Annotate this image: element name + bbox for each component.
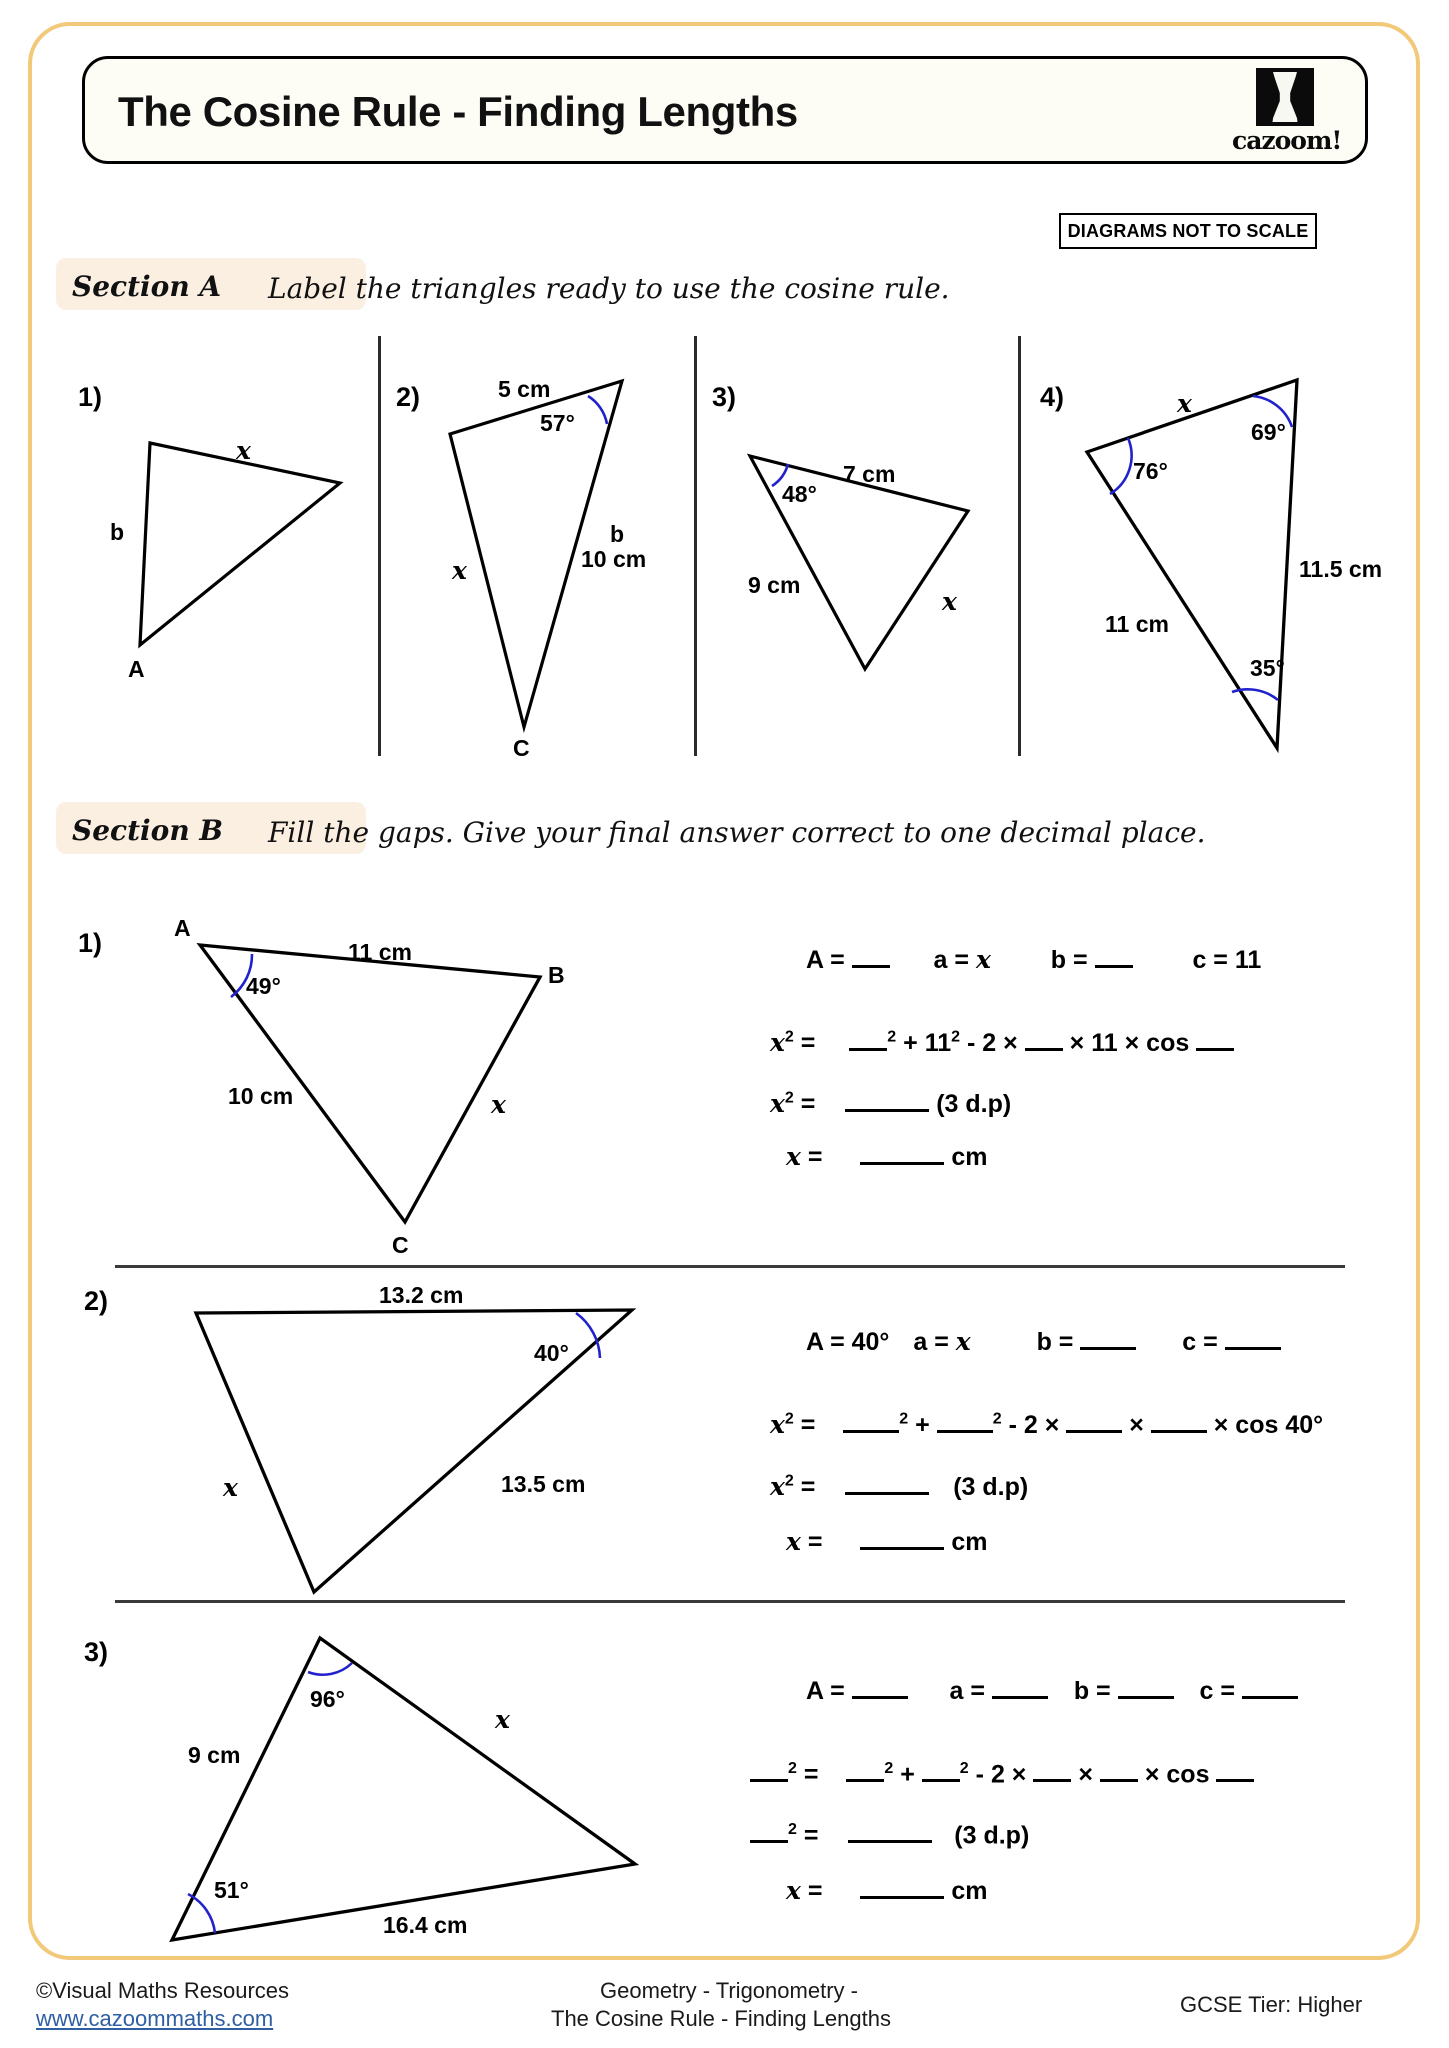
q3-l2-lhs-sup: 2 [788,1760,797,1777]
q3-l3-note: (3 d.p) [954,1821,1030,1850]
q1-a-label: a = [933,946,969,974]
q3-l2-angle-blank[interactable] [1216,1761,1254,1782]
q1-l2-lhs-sup: 2 [784,1028,794,1046]
section-b-q3-label-x: x [495,1705,510,1734]
section-a-q1-label-b: b [110,519,125,545]
section-b-q2-number: 2) [84,1286,109,1316]
q2-l2-two: 2 [1023,1411,1038,1439]
q2-l4-eq: = [807,1528,823,1556]
section-a-q2-side-b-length: 10 cm [581,546,647,572]
q1-l2-minus: - [967,1029,976,1057]
section-b-q3-eq-line4 [786,1876,987,1906]
section-a-q2-label-x: x [452,556,467,585]
q2-A-label: A = [806,1328,845,1356]
section-a-q4-angle-bottom: 35° [1250,655,1285,681]
section-a-q2-vertex-c: C [513,735,530,761]
section-a-q4-angle-top: 69° [1251,419,1286,445]
q1-l4-unit: cm [951,1143,988,1171]
section-b-q3-side-left: 9 cm [188,1742,241,1768]
section-a-label: Section A [72,270,222,303]
q1-c-value: 11 [1234,946,1262,974]
section-b-q3-eq-line2 [750,1760,1254,1789]
q2-l2-term1-sup: 2 [899,1410,909,1428]
section-b-q1-label-x: x [491,1090,506,1119]
footer-center-line2: The Cosine Rule - Finding Lengths [551,2006,891,2031]
section-a-q4-label-x: x [1177,389,1192,418]
q2-l2-lhs: x [770,1410,785,1439]
q3-l3-blank[interactable] [848,1822,932,1843]
section-a-q1-label-x: x [236,436,251,465]
q2-l2-eq: = [800,1411,816,1439]
logo-text: cazoom! [1232,126,1342,155]
diagrams-not-to-scale-badge: DIAGRAMS NOT TO SCALE [1059,213,1317,249]
section-a-q2-side-top: 5 cm [498,376,551,402]
q1-l2-cos: cos [1146,1029,1190,1057]
q3-l2-term3-blank[interactable] [1033,1761,1071,1782]
section-b-q3-angle-top: 96° [310,1686,345,1712]
q1-l2-eq: = [800,1029,816,1057]
q2-A-value: 40° [851,1328,890,1356]
q3-l2-cos: cos [1166,1760,1210,1789]
section-b-q3-eq-line3 [750,1821,1029,1850]
q2-a-value: x [955,1327,971,1356]
section-a-q2-angle: 57° [540,410,575,436]
q2-l2-minus: - [1008,1411,1017,1439]
section-b-q2-label-x: x [223,1473,238,1502]
q2-l2-cos: cos 40° [1235,1411,1324,1439]
q2-b-label: b = [1036,1328,1074,1356]
q2-l4-unit: cm [951,1528,988,1556]
q1-l2-term1-sup: 2 [887,1028,897,1046]
q3-l2-term1-blank[interactable] [846,1761,884,1782]
q2-l3-lhs: x [770,1472,785,1501]
page-title: The Cosine Rule - Finding Lengths [118,88,798,135]
section-a-q4-side-left: 11 cm [1105,611,1169,637]
section-a-q3-side-left: 9 cm [748,572,801,598]
q3-l4-blank[interactable] [860,1878,944,1899]
q3-l2-times1: × [1011,1760,1027,1789]
q2-l2-term2-sup: 2 [992,1410,1002,1428]
q3-l2-term4-blank[interactable] [1100,1761,1138,1782]
q3-l2-times2: × [1078,1760,1093,1789]
q1-l3-eq: = [800,1090,816,1118]
q3-c-blank[interactable] [1242,1678,1298,1699]
q2-c-label: c = [1182,1328,1218,1356]
q2-l3-lhs-sup: 2 [784,1472,794,1490]
q3-A-blank[interactable] [852,1678,908,1699]
q1-l2-lhs: x [770,1028,785,1057]
q1-l2-plus: + [903,1029,918,1057]
q1-l2-term4: 11 [1091,1029,1118,1057]
q3-l4-eq: = [807,1877,823,1905]
q3-l2-times3: × [1144,1760,1160,1789]
q3-l3-lhs-sup: 2 [788,1821,797,1838]
section-a-q3-angle: 48° [782,481,817,507]
q3-l2-eq: = [803,1760,819,1789]
q3-l2-minus: - [975,1760,984,1789]
section-a-q4-side-right: 11.5 cm [1299,556,1383,582]
footer-tier: GCSE Tier: Higher [1180,1992,1363,2017]
section-b-label: Section B [72,814,224,847]
section-b-q1-vertex-b: B [548,962,565,988]
q2-a-label: a = [913,1328,949,1356]
q3-l3-eq: = [803,1821,819,1850]
q3-a-blank[interactable] [992,1678,1048,1699]
q2-l2-plus: + [915,1411,930,1439]
q1-l2-times2: × [1069,1029,1085,1057]
footer-url-link[interactable]: www.cazoommaths.com [36,2006,274,2031]
q3-l2-term1-sup: 2 [884,1760,894,1777]
q2-l3-eq: = [800,1473,816,1501]
section-a-q3-side-top: 7 cm [843,461,896,487]
section-b-q1-angle: 49° [246,973,281,999]
q1-l3-note: (3 d.p) [936,1090,1012,1118]
footer-center-line1: Geometry - Trigonometry - [600,1978,858,2003]
q3-b-label: b = [1073,1677,1111,1705]
section-a-q2-number: 2) [396,382,421,412]
q1-l2-times1: × [1003,1029,1018,1057]
section-a-q2-label-b: b [610,521,625,547]
section-b-q1-number: 1) [78,928,103,958]
section-b-q1-side-left: 10 cm [228,1083,294,1109]
q1-c-label: c = [1192,946,1228,974]
q2-l3-note: (3 d.p) [953,1473,1029,1501]
q3-b-blank[interactable] [1118,1678,1174,1699]
q1-l2-two: 2 [982,1029,997,1057]
q3-l3-lhs-blank[interactable] [750,1822,788,1843]
q1-a-value: x [975,945,991,974]
q2-l4-lhs: x [786,1527,801,1556]
q2-l2-times3: × [1213,1411,1229,1439]
footer-copyright: ©Visual Maths Resources [36,1978,290,2003]
q1-l2-term2: 11 [924,1029,952,1057]
q1-l4-eq: = [807,1143,823,1171]
q1-l4-lhs: x [786,1142,801,1171]
section-b-q3-eq-line1 [806,1677,1298,1706]
q1-b-label: b = [1050,946,1088,974]
section-a-q1-vertex-a: A [128,656,145,682]
q3-l2-term2-sup: 2 [959,1760,969,1777]
section-a-q3-label-x: x [942,587,957,616]
section-b-q3-number: 3) [84,1637,109,1667]
q1-l2-times3: × [1124,1029,1140,1057]
q3-l2-two: 2 [990,1760,1005,1789]
q3-c-label: c = [1199,1677,1235,1705]
section-b-q3-side-bottom: 16.4 cm [383,1912,468,1938]
section-a-q1-number: 1) [78,382,103,412]
q3-l2-lhs-blank[interactable] [750,1761,788,1782]
section-b-q1-vertex-c: C [392,1232,409,1258]
q1-l3-lhs: x [770,1089,785,1118]
q2-l2-lhs-sup: 2 [784,1410,794,1428]
q1-A-label: A = [806,946,845,974]
section-a-q4-number: 4) [1040,382,1065,412]
q3-l4-lhs: x [786,1876,801,1905]
q1-l2-term2-sup: 2 [951,1028,961,1046]
section-b-q2-side-top: 13.2 cm [379,1282,464,1308]
q2-l2-times1: × [1044,1411,1060,1439]
q3-a-label: a = [949,1677,985,1705]
q3-l4-unit: cm [951,1877,988,1905]
section-b-instruction: Fill the gaps. Give your final answer correct to one decimal place. [268,816,1206,849]
section-a-q3-number: 3) [712,382,737,412]
q3-A-label: A = [806,1677,845,1705]
section-b-q2-side-right: 13.5 cm [501,1471,586,1497]
section-b-q2-angle: 40° [534,1340,569,1366]
q3-l2-plus: + [900,1760,915,1789]
q1-l3-lhs-sup: 2 [784,1089,794,1107]
q3-l2-term2-blank[interactable] [922,1761,960,1782]
q2-l2-times2: × [1129,1411,1144,1439]
section-a-instruction: Label the triangles ready to use the cosine rule. [268,272,950,305]
section-b-q1-side-top: 11 cm [348,939,412,965]
section-b-q3-angle-bottom: 51° [214,1877,249,1903]
section-b-q1-vertex-a: A [174,915,191,941]
section-a-q4-angle-left: 76° [1133,458,1168,484]
